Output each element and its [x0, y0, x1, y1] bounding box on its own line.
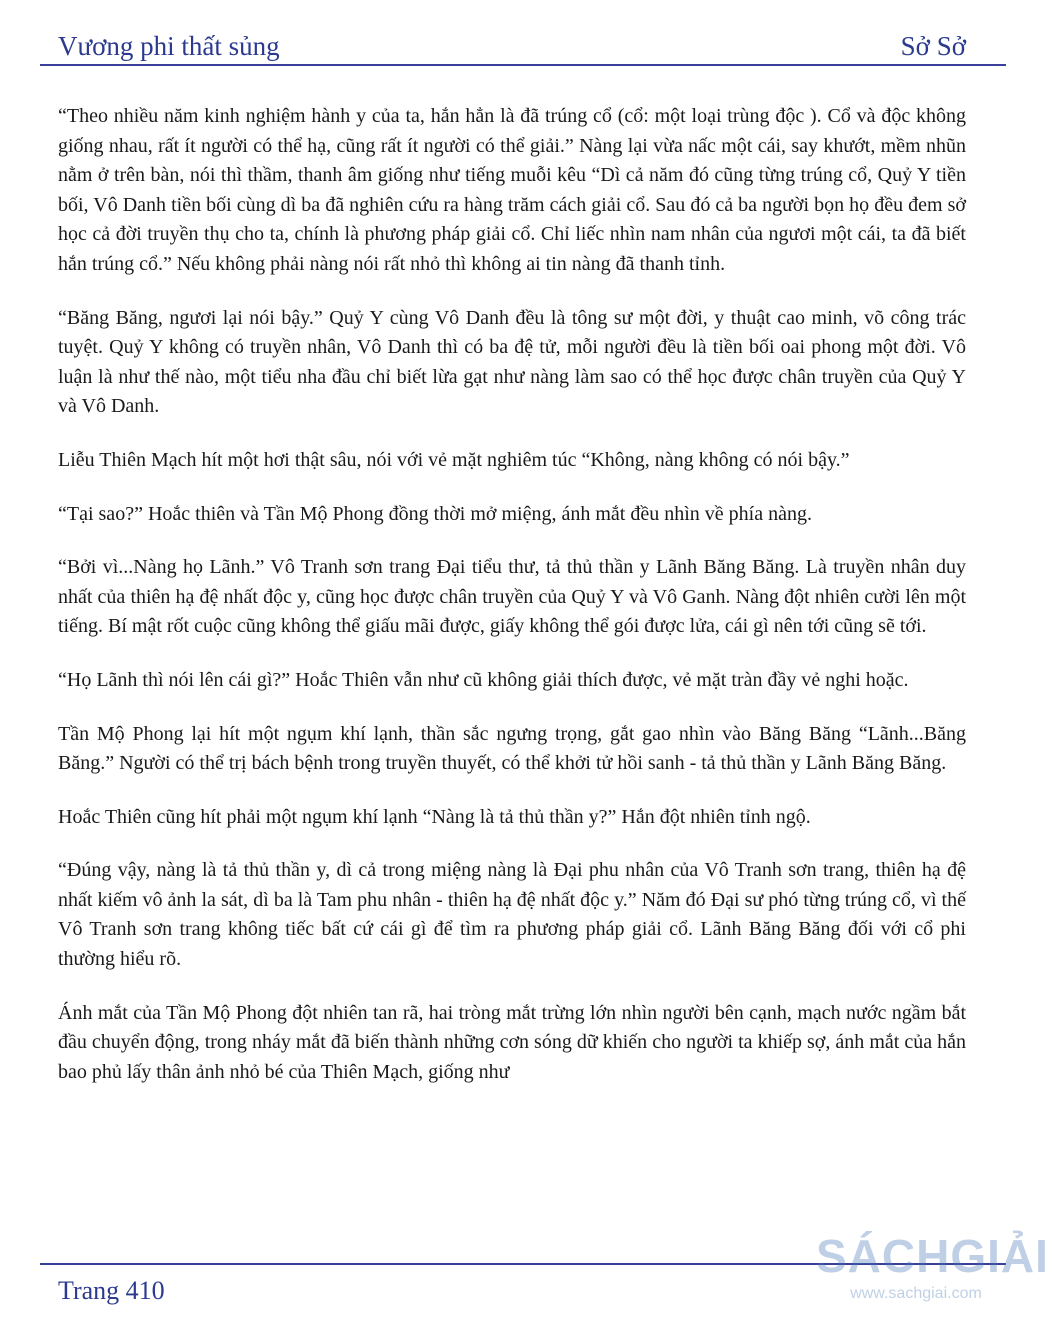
book-author: Sở Sở — [900, 31, 966, 61]
watermark-url: www.sachgiai.com — [850, 1285, 982, 1302]
book-title: Vương phi thất sủng — [58, 31, 280, 61]
watermark-logo: SÁCHGIẢI — [816, 1230, 1049, 1282]
header-divider — [40, 64, 1006, 66]
paragraph: Tần Mộ Phong lại hít một ngụm khí lạnh, thần sắc ngưng trọng, gắt gao nhìn vào Băng Băng “Lãnh...Băng Băng.” Người có thể trị bách bệnh trong truyền thuyết, có thể khởi tử hồi sanh - tả thủ thần y Lãnh Băng Băng. — [58, 722, 966, 775]
paragraph: Hoắc Thiên cũng hít phải một ngụm khí lạnh “Nàng là tả thủ thần y?” Hắn đột nhiên tỉnh ngộ. — [58, 805, 811, 828]
paragraph: Liễu Thiên Mạch hít một hơi thật sâu, nói với vẻ mặt nghiêm túc “Không, nàng không có nói bậy.” — [58, 448, 850, 471]
paragraph: “Bởi vì...Nàng họ Lãnh.” Vô Tranh sơn trang Đại tiểu thư, tả thủ thần y Lãnh Băng Băng. Là truyền nhân duy nhất của thiên hạ đệ nhất độc y, cũng học được chân truyền của Quỷ Y và Vô Ganh. Nàng đột nhiên cười lên một tiếng. Bí mật rốt cuộc cũng không thể giấu mãi được, giấy không thể gói được lửa, cái gì nên tới cũng sẽ tới. — [58, 556, 966, 638]
paragraph: “Tại sao?” Hoắc thiên và Tần Mộ Phong đồng thời mở miệng, ánh mắt đều nhìn về phía nàng. — [58, 502, 812, 525]
paragraph: Ánh mắt của Tần Mộ Phong đột nhiên tan rã, hai tròng mắt trừng lớn nhìn người bên cạnh, mạch nước ngầm bắt đầu chuyển động, trong nháy mắt đã biến thành những cơn sóng dữ khiến cho người ta khiếp sợ, ánh mắt của hắn bao phủ lấy thân ảnh nhỏ bé của Thiên Mạch, giống như — [58, 1001, 966, 1083]
sachgiai-watermark — [816, 1228, 1049, 1318]
paragraph: “Đúng vậy, nàng là tả thủ thần y, dì cả trong miệng nàng là Đại phu nhân của Vô Tranh sơn trang, thiên hạ đệ nhất kiếm vô ảnh la sát, dì ba là Tam phu nhân - thiên hạ đệ nhất độc y.” Năm đó Đại sư phó từng trúng cổ, vì thế Vô Tranh sơn trang không tiếc bất cứ cái gì để tìm ra phương pháp giải cổ. Lãnh Băng Băng đối với cổ phi thường hiểu rõ. — [58, 859, 966, 971]
page-body — [58, 102, 966, 1111]
paragraph: “Theo nhiều năm kinh nghiệm hành y của ta, hắn hẳn là đã trúng cổ (cổ: một loại trùng độc ). Cổ và độc không giống nhau, rất ít người có thể hạ, cũng rất ít người có thể giải.” Nàng lại vừa nấc một cái, say khướt, mềm nhũn nằm ở trên bàn, nói thì thầm, thanh âm giống như tiếng muỗi kêu “Dì cả năm đó cũng từng trúng cổ, Quỷ Y tiền bối, Vô Danh tiền bối cùng dì ba đã nghiên cứu ra hàng trăm cách giải cổ. Sau đó cả ba người bọn họ đều đem sở học cả đời truyền thụ cho ta, chính là phương pháp giải cổ. Chỉ liếc nhìn nam nhân của ngươi một cái, ta đã biết hắn trúng cổ.” Nếu không phải nàng nói rất nhỏ thì không ai tin nàng đã thanh tỉnh. — [58, 105, 966, 275]
page-header — [58, 22, 966, 62]
paragraph: “Họ Lãnh thì nói lên cái gì?” Hoắc Thiên vẫn như cũ không giải thích được, vẻ mặt tràn đầy vẻ nghi hoặc. — [58, 668, 909, 691]
page-number: Trang 410 — [58, 1276, 165, 1305]
paragraph: “Băng Băng, ngươi lại nói bậy.” Quỷ Y cùng Vô Danh đều là tông sư một đời, y thuật cao minh, võ công trác tuyệt. Quỷ Y không có truyền nhân, Vô Danh thì có ba đệ tử, mỗi người đều là tiền bối oai phong một đời. Vô luận là như thế nào, một tiểu nha đầu chỉ biết lừa gạt như nàng làm sao có thể học được chân truyền của Quỷ Y và Vô Danh. — [58, 306, 966, 418]
